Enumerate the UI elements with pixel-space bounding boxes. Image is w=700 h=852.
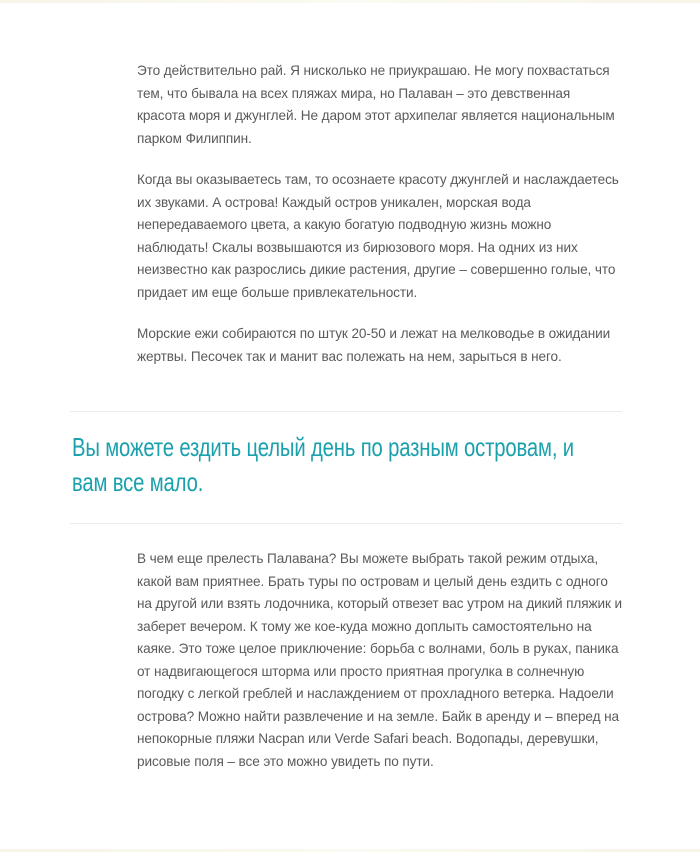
article-paragraph-1: Это действительно рай. Я нисколько не приукрашаю. Не могу похвастаться тем, что бывала на всех пляжах мира, но Палаван – это девственная красота моря и джунглей. Не даром этот архипелаг является национальным парком Филиппин. [137, 63, 615, 146]
article-paragraph-2: Когда вы оказываетесь там, то осознаете красоту джунглей и наслаждаетесь их звуками. А острова! Каждый остров уникален, морская вода непередаваемого цвета, а какую богатую подводную жизнь можно наблюдать! Скалы возвышаются из бирюзового моря. На одних из них неизвестно как разрослись дикие растения, другие – совершенно голые, что придает им еще больше привлекательности. [137, 172, 619, 300]
pullquote-bottom-divider [70, 523, 622, 524]
pullquote-top-divider [70, 411, 622, 412]
top-edge-decoration [0, 0, 700, 3]
article-paragraph-4: В чем еще прелесть Палавана? Вы можете выбрать такой режим отдыха, какой вам приятнее. Брать туры по островам и целый день ездить с одного на другой или взять лодочника, который отвезет вас утром на дикий пляжик и заберет вечером. К тому же кое-куда можно доплыть самостоятельно на каяке. Это тоже целое приключение: борьба с волнами, боль в руках, паника от надвигающегося шторма или просто приятная прогулка в солнечную погодку с легкой греблей и наслаждением от прохладного ветерка. Надоели острова? Можно найти развлечение и на земле. Байк в аренду и – вперед на непокорные пляжи Nacpan или Verde Safari beach. Водопады, деревушки, рисовые поля – все это можно увидеть по пути. [137, 551, 623, 769]
article-paragraph-3: Морские ежи собираются по штук 20-50 и лежат на мелководье в ожидании жертвы. Песочек так и манит вас полежать на нем, зарыться в него. [137, 326, 611, 364]
pullquote-heading: Вы можете ездить целый день по разным островам, и вам все мало. [72, 432, 574, 497]
